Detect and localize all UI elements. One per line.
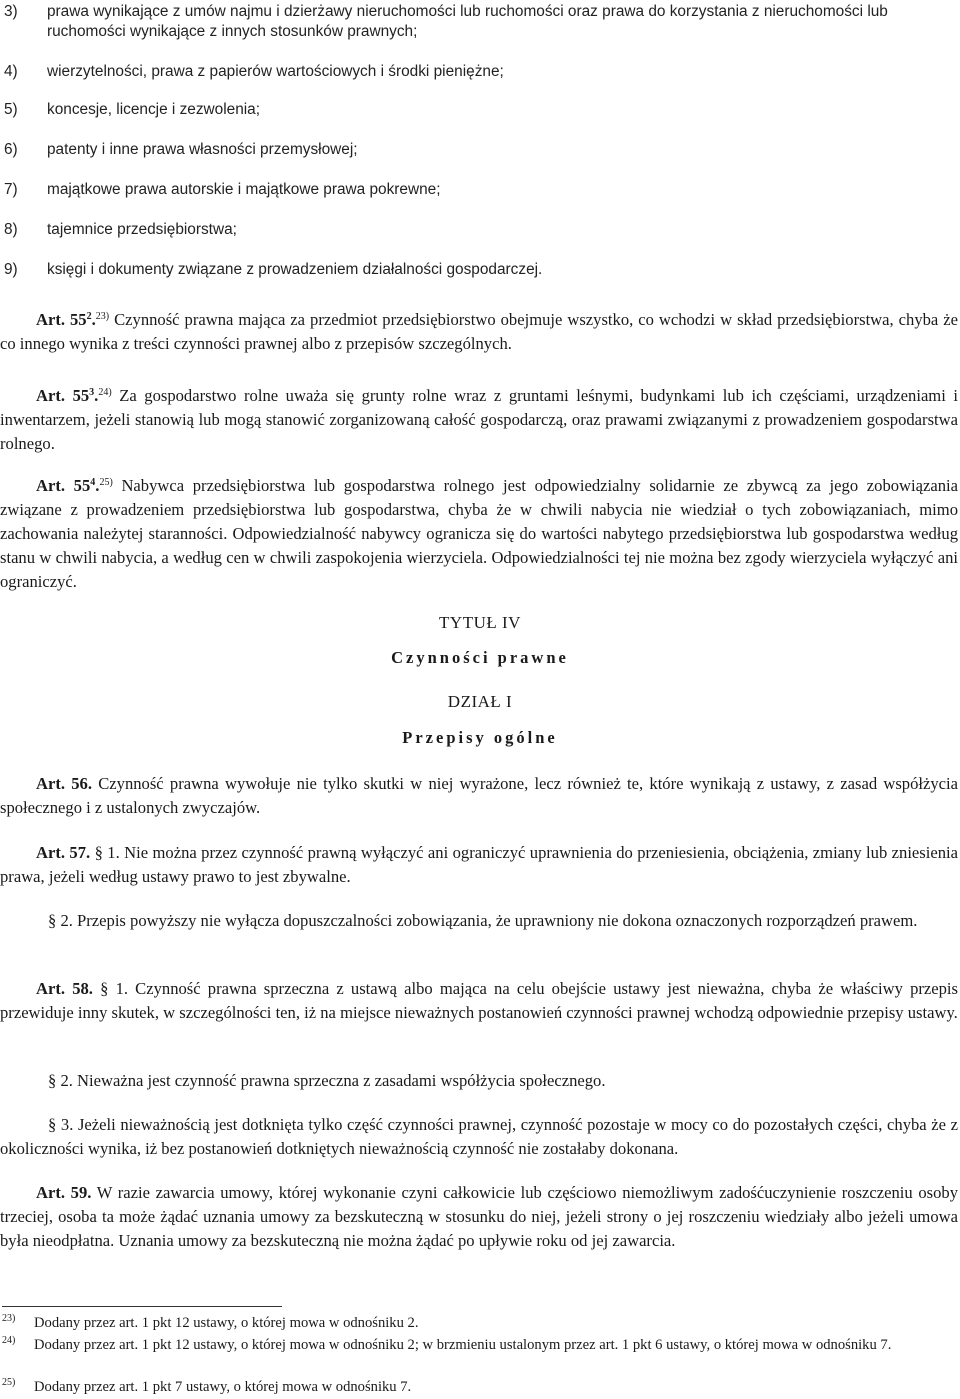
list-item [4,62,956,82]
list-item-number: 3) [4,3,18,20]
article-text: Czynność prawna wywołuje nie tylko skutki w niej wyrażone, lecz również te, które wynikają z ustawy, z zasad współżycia społecznego i z ustalonych zwyczajów. [0,774,958,817]
article-label: Art. 56. [36,774,92,793]
list-item-text: księgi i dokumenty związane z prowadzeniem działalności gospodarczej. [47,261,543,278]
list-item-text: tajemnice przedsiębiorstwa; [47,221,237,238]
list-item-number: 7) [4,181,18,198]
article-text: § 2. Nieważna jest czynność prawna sprzeczna z zasadami współżycia społecznego. [48,1071,606,1090]
list-item-number: 8) [4,221,18,238]
article-text: § 2. Przepis powyższy nie wyłącza dopuszczalności zobowiązania, że uprawniony nie dokona oznaczonych rozporządzeń prawem. [48,911,918,930]
article-56 [0,772,958,820]
list-item [4,180,956,200]
list-item [4,2,956,42]
list-item [4,220,956,240]
article-58-par-2 [0,1069,958,1093]
list-item [4,260,956,280]
footnote [0,1335,960,1355]
article-label: Art. $55^4$. [36,476,100,495]
footnote-text: Dodany przez art. 1 pkt 7 ustawy, o której mowa w odnośniku 7. [34,1379,412,1395]
list-item-text: wierzytelności, prawa z papierów wartościowych i środki pieniężne; [47,63,504,80]
list-item-text: prawa wynikające z umów najmu i dzierżawy nieruchomości lub ruchomości oraz prawa do korzystania z nieruchomości lub ruchomości wynikające z innych stosunków prawnych; [47,3,888,40]
article-text: Czynność prawna mająca za przedmiot przedsiębiorstwo obejmuje wszystko, co wchodzi w skład przedsiębiorstwa, chyba że co innego wynika z treści czynności prawnej albo z przepisów szczególnych. [0,310,959,353]
footnote-ref: 24) [98,387,112,398]
footnote-mark: 23) [2,1313,16,1324]
footnote-mark: 25) [2,1377,16,1388]
article-55-4 [0,474,958,594]
article-text: W razie zawarcia umowy, której wykonanie czyni całkowicie lub częściowo niemożliwym zadośćuczynienie roszczeniu osoby trzeciej, osoba ta może żądać uznania umowy za bezskuteczną w stosunku do niej, jeżeli strony o jej roszczeniu wiedziały albo jeżeli umowa była nieodpłatna. Uznania umowy za bezskuteczną nie można żądać po upływie roku od jej zawarcia. [0,1183,958,1250]
footnote-text: Dodany przez art. 1 pkt 12 ustawy, o której mowa w odnośniku 2; w brzmieniu ustalonym przez art. 1 pkt 6 ustawy, o której mowa w odnośniku 7. [34,1337,892,1353]
article-label: Art. 58. [36,979,93,998]
list-item-number: 5) [4,101,18,118]
article-57-par-2 [0,909,958,933]
list-item-number: 9) [4,261,18,278]
article-label: Art. 59. [36,1183,92,1202]
article-label: Art. $55^3$. [36,386,99,405]
list-item-number: 4) [4,63,18,80]
article-text: § 3. Jeżeli nieważnością jest dotknięta tylko część czynności prawnej, czynność pozostaje w mocy co do pozostałych części, chyba że z okoliczności wynika, iż bez postanowień dotkniętych nieważnością czynność nie zostałaby dokonana. [0,1115,958,1158]
title-name: Czynności prawne [391,648,569,667]
footnote-text: Dodany przez art. 1 pkt 12 ustawy, o której mowa w odnośniku 2. [34,1315,419,1331]
list-item-text: patenty i inne prawa własności przemysłowej; [47,141,358,158]
footnote-divider [2,1306,282,1307]
list-item-text: majątkowe prawa autorskie i majątkowe prawa pokrewne; [47,181,441,198]
article-55-3 [0,384,958,456]
footnote-ref: 23) [95,311,110,322]
list-item [4,100,956,120]
article-label: Art. $55^2$. [36,310,96,329]
article-59 [0,1181,958,1253]
article-text: Nabywca przedsiębiorstwa lub gospodarstwa rolnego jest odpowiedzialny solidarnie ze zbywcą za jego zobowiązania związane z prowadzeniem przedsiębiorstwa lub gospodarstwa, chyba że w chwili nabycia nie wiedział o tych zobowiązaniach, mimo zachowania należytej staranności. Odpowiedzialność nabywcy ogranicza się do wartości nabytego przedsiębiorstwa lub gospodarstwa według stanu w chwili nabycia, a według cen w chwili zaspokojenia wierzyciela. Odpowiedzialności tej nie można bez zgody wierzyciela wyłączyć ani ograniczyć. [0,476,958,591]
division-name: Przepisy ogólne [402,728,558,747]
article-text: § 1. Nie można przez czynność prawną wyłączyć ani ograniczyć uprawnienia do przeniesienia, obciążenia, zmiany lub zniesienia prawa, jeżeli według ustawy prawo to jest zbywalne. [0,843,958,886]
article-55-2 [0,308,958,356]
article-57-par-1 [0,841,958,889]
list-item-number: 6) [4,141,18,158]
title-heading: TYTUŁ IV [439,613,521,632]
article-label: Art. 57. [36,843,91,862]
article-text: Za gospodarstwo rolne uważa się grunty rolne wraz z gruntami leśnymi, budynkami lub ich częściami, urządzeniami i inwentarzem, jeżeli stanowią lub mogą stanowić zorganizowaną całość gospodarczą, oraz prawami związanymi z prowadzeniem gospodarstwa rolnego. [0,386,958,453]
footnote-mark: 24) [2,1335,16,1346]
article-58-par-1 [0,977,958,1025]
list-item [4,140,956,160]
list-item-text: koncesje, licencje i zezwolenia; [47,101,261,118]
footnote [0,1313,960,1333]
article-58-par-3 [0,1113,958,1161]
division-heading: DZIAŁ I [447,692,513,711]
footnote-ref: 25) [99,477,113,488]
footnote [0,1377,960,1397]
article-text: § 1. Czynność prawna sprzeczna z ustawą albo mająca na celu obejście ustawy jest nieważna, chyba że właściwy przepis przewiduje inny skutek, w szczególności ten, iż na miejsce nieważnych postanowień czynności prawnej wchodzą odpowiednie przepisy ustawy. [0,979,958,1022]
